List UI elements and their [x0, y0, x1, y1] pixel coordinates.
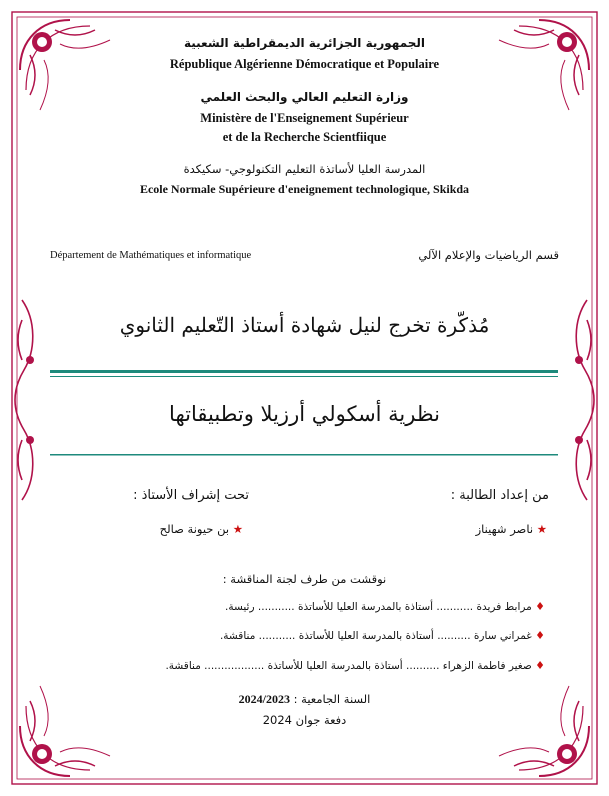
ministry-arabic: وزارة التعليم العالي والبحث العلمي	[200, 90, 409, 104]
ministry-french-line2: et de la Recherche Scientfiique	[222, 130, 387, 144]
department-arabic: قسم الرياضيات والإعلام الآلي	[418, 248, 559, 262]
student-name: ناصر شهيناز	[475, 522, 534, 536]
jury-dots: ...........	[258, 630, 296, 642]
jury-member-role: مناقشة.	[219, 630, 256, 642]
jury-member-1	[225, 600, 545, 613]
separator-top-thick	[50, 370, 558, 373]
diamond-icon: ♦	[535, 659, 545, 672]
jury-member-role: مناقشة.	[165, 660, 201, 672]
jury-member-3	[165, 659, 545, 672]
academic-year-value: 2024/2023	[238, 692, 290, 706]
student-entry	[476, 522, 547, 536]
jury-member-affiliation: أستاذة بالمدرسة العليا للأساتذة	[267, 660, 403, 672]
jury-member-affiliation: أستاذة بالمدرسة العليا للأساتذة	[297, 601, 434, 613]
separator-top-thin	[50, 376, 558, 377]
supervisor-entry	[160, 522, 243, 536]
jury-dots: ..................	[204, 660, 265, 672]
jury-member-2	[220, 629, 545, 642]
jury-dots: ..........	[406, 660, 440, 672]
jury-dots: ...........	[257, 601, 295, 613]
ministry-french-line1: Ministère de l'Enseignement Supérieur	[200, 111, 409, 125]
star-icon: ★	[232, 522, 243, 536]
supervisor-label: تحت إشراف الأستاذ :	[133, 488, 249, 503]
thesis-title: نظرية أسكولي أرزيلا وتطبيقاتها	[169, 402, 440, 426]
jury-dots: ...........	[436, 601, 474, 613]
department-french: Département de Mathématiques et informatique	[50, 250, 252, 261]
jury-heading: نوقشت من طرف لجنة المناقشة :	[222, 572, 387, 586]
republic-french: République Algérienne Démocratique et Populaire	[169, 57, 440, 71]
jury-member-name: مرابط فريدة	[476, 601, 532, 613]
student-label: من إعداد الطالبة :	[450, 488, 549, 503]
academic-year	[0, 692, 609, 707]
school-arabic: المدرسة العليا لأساتذة التعليم التكنولوجي- سكيكدة	[183, 162, 426, 176]
school-french: Ecole Normale Supérieure d'eneignement technologique, Skikda	[139, 182, 470, 196]
republic-arabic: الجمهورية الجزائرية الديمقراطية الشعبية	[183, 36, 426, 50]
jury-member-role: رئيسة.	[225, 601, 255, 613]
jury-member-affiliation: أستاذة بالمدرسة العليا للأساتذة	[298, 630, 434, 642]
academic-year-label: السنة الجامعية :	[293, 692, 371, 706]
jury-member-name: غمراني سارة	[473, 630, 532, 642]
diamond-icon: ♦	[535, 629, 545, 642]
separator-bottom	[50, 454, 558, 456]
graduation-batch: دفعة جوان 2024	[262, 713, 347, 727]
diamond-icon: ♦	[535, 600, 545, 613]
star-icon: ★	[536, 522, 547, 536]
thesis-kind: مُذكّرة تخرج لنيل شهادة أستاذ التّعليم الثانوي	[119, 313, 490, 337]
supervisor-name: بن حيونة صالح	[159, 522, 230, 536]
jury-member-name: صغير فاطمة الزهراء	[442, 660, 532, 672]
jury-dots: ..........	[437, 630, 471, 642]
